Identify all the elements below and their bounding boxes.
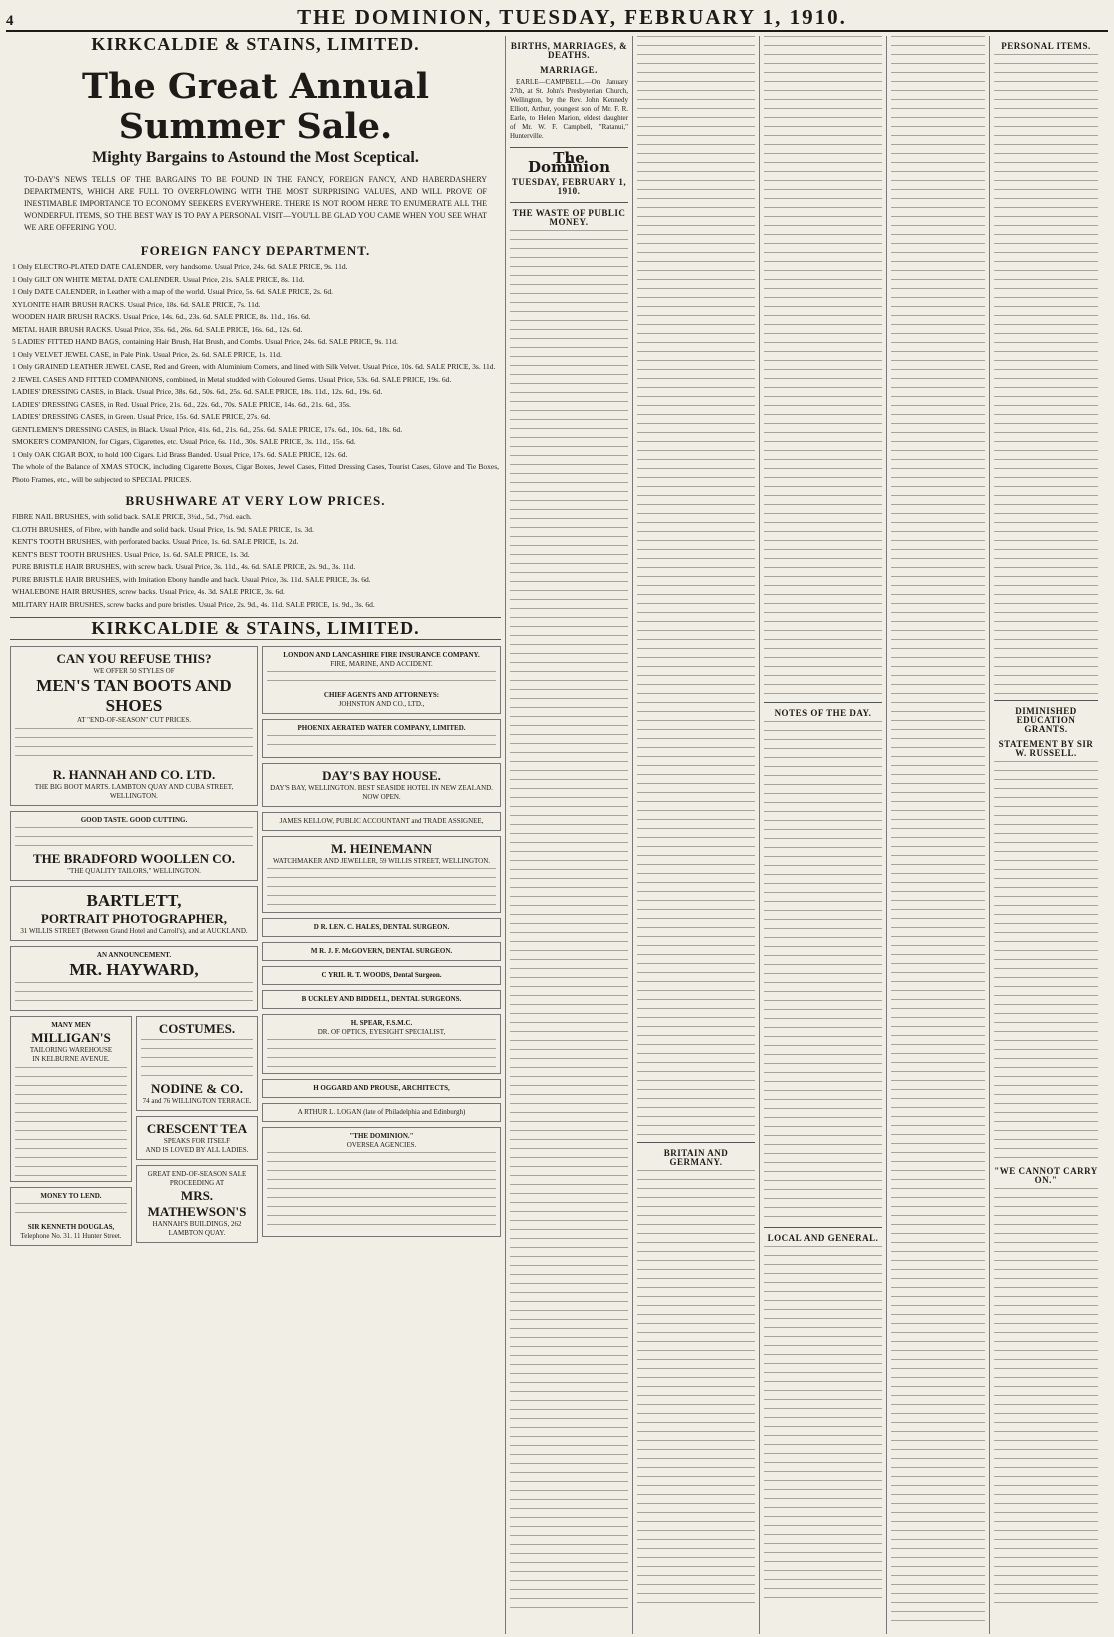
kellow-advert xyxy=(262,812,501,831)
heinemann-firm: M. HEINEMANN xyxy=(330,841,433,856)
costumes-copy xyxy=(141,1039,253,1079)
milligan-headline: MANY MEN xyxy=(51,1021,91,1029)
heinemann-advert xyxy=(262,836,501,913)
costumes-address: 74 and 76 WILLINGTON TERRACE. xyxy=(142,1097,252,1105)
page-columns xyxy=(6,36,1108,1634)
divider xyxy=(10,639,501,640)
costumes-advert xyxy=(136,1016,258,1111)
bradford-copy xyxy=(15,827,253,849)
tea-advert xyxy=(136,1116,258,1160)
hannah-headline: CAN YOU REFUSE THIS? xyxy=(56,651,212,666)
list-item: 1 Only GRAINED LEATHER JEWEL CASE, Red and Green, with Aluminium Corners, and lined with Silk Velvet. Usual Price, 10s. 6d. SALE PRICE, 3s. 11d. xyxy=(12,362,496,371)
spear-firm: H. SPEAR, F.S.M.C. xyxy=(350,1019,413,1027)
column-britain-germany xyxy=(633,36,760,1634)
dominion-box-title: "THE DOMINION." xyxy=(349,1132,414,1140)
hoggard-text: H OGGARD AND PROUSE, ARCHITECTS, xyxy=(313,1084,450,1092)
editorial-body xyxy=(510,230,628,1610)
small-ads-left xyxy=(10,646,258,1251)
list-item: 1 Only DATE CALENDER, in Leather with a map of the world. Usual Price, 5s. 6d. SALE PRICE, 2s. 6d. xyxy=(12,287,334,296)
local-general-body xyxy=(764,1246,882,1606)
list-item: PURE BRISTLE HAIR BRUSHES, with screw back. Usual Price, 3s. 11d., 4s. 6d. SALE PRICE, 2s. 9d., 3s. 11d. xyxy=(12,562,356,571)
logan-advert xyxy=(262,1103,501,1122)
masthead xyxy=(6,4,1108,32)
mathewson-headline: GREAT END-OF-SEASON SALE PROCEEDING AT xyxy=(147,1170,247,1187)
tea-sub: SPEAKS FOR ITSELF xyxy=(163,1137,231,1145)
column-local xyxy=(887,36,990,1634)
list-item: The whole of the Balance of XMAS STOCK, including Cigarette Boxes, Cigar Boxes, Jewel Cases, Fitted Dressing Cases, Tourist Cases, Glove and Tie Boxes, Photo Frames, etc., will be subjected to SPECIAL PRICES. xyxy=(12,462,499,484)
insurance-copy xyxy=(267,671,496,689)
list-item: SMOKER'S COMPANION, for Cigars, Cigarettes, etc. Usual Price, 6s. 11d., 30s. SALE PRICE, 3s. 11d., 15s. 6d. xyxy=(12,437,356,446)
woods-text: C YRIL R. T. WOODS, Dental Surgeon. xyxy=(321,971,442,979)
mcgovern-text: M R. J. F. McGOVERN, DENTAL SURGEON. xyxy=(310,947,453,955)
list-item: 1 Only VELVET JEWEL CASE, in Pale Pink. Usual Price, 2s. 6d. SALE PRICE, 1s. 11d. xyxy=(12,349,282,359)
list-item: FIBRE NAIL BRUSHES, with solid back. SALE PRICE, 3½d., 5d., 7½d. each. xyxy=(12,512,252,521)
mathewson-firm: MRS. MATHEWSON'S xyxy=(147,1188,247,1219)
list-item: 1 Only GILT ON WHITE METAL DATE CALENDER. Usual Price, 21s. SALE PRICE, 8s. 11d. xyxy=(12,274,305,284)
local-general-continued xyxy=(891,36,985,1626)
insurance-advert xyxy=(262,646,501,714)
bradford-firm: THE BRADFORD WOOLLEN CO. xyxy=(32,851,235,866)
marriage-notice: EARLE—CAMPBELL.—On January 27th, at St. John's Presbyterian Church, Wellington, by the Rev. John Kennedy Elliott, Arthur, youngest son of Mr. F. R. Earle, to Helen Marion, eldest daughter of Mr. W. F. Campbell, "Ratanui," Hunterville. xyxy=(510,78,628,140)
divider xyxy=(637,1142,755,1143)
department-heading-fancy: FOREIGN FANCY DEPARTMENT. xyxy=(140,243,371,258)
advertisement-block xyxy=(6,36,506,1634)
soda-firm: PHOENIX AERATED WATER COMPANY, LIMITED. xyxy=(297,724,466,732)
personal-items-heading: PERSONAL ITEMS. xyxy=(1001,41,1091,51)
milligan-firm: MILLIGAN'S xyxy=(31,1030,111,1045)
list-item: LADIES' DRESSING CASES, in Red. Usual Price, 21s. 6d., 22s. 6d., 70s. SALE PRICE, 14s. 6d., 21s. 6d., 35s. xyxy=(12,399,351,409)
firm-name-top: KIRKCALDIE & STAINS, LIMITED. xyxy=(91,36,420,54)
hannah-address: THE BIG BOOT MARTS. LAMBTON QUAY AND CUBA STREET, WELLINGTON. xyxy=(34,783,234,800)
list-item: 1 Only OAK CIGAR BOX, to hold 100 Cigars. Lid Brass Banded. Usual Price, 17s. 6d. SALE PRICE, 12s. 6d. xyxy=(12,449,348,459)
notes-body xyxy=(764,721,882,1221)
days-bay-headline: DAY'S BAY HOUSE. xyxy=(322,768,441,783)
milligan-address: IN KELBURNE AVENUE. xyxy=(32,1055,110,1063)
mathewson-advert xyxy=(136,1165,258,1243)
article-continued xyxy=(637,36,755,1136)
firm-name-bottom: KIRKCALDIE & STAINS, LIMITED. xyxy=(91,618,420,638)
milligan-sub: TAILORING WAREHOUSE xyxy=(29,1046,113,1054)
money-firm: SIR KENNETH DOUGLAS, xyxy=(27,1223,115,1231)
lower-left-ads-b xyxy=(136,1016,258,1251)
spear-advert xyxy=(262,1014,501,1074)
hannah-product: MEN'S TAN BOOTS AND SHOES xyxy=(36,676,232,715)
column-editorial xyxy=(506,36,633,1634)
bartlett-sub: PORTRAIT PHOTOGRAPHER, xyxy=(40,911,228,926)
list-item: MILITARY HAIR BRUSHES, screw backs and pure bristles. Usual Price, 2s. 9d., 4s. 11d. SALE PRICE, 1s. 9d., 3s. 6d. xyxy=(12,599,375,609)
column-personal xyxy=(990,36,1102,1634)
money-advert xyxy=(10,1187,132,1246)
days-bay-advert xyxy=(262,763,501,807)
insurance-firm: LONDON AND LANCASHIRE FIRE INSURANCE COMPANY. xyxy=(283,651,480,659)
hayward-firm: MR. HAYWARD, xyxy=(69,960,199,979)
tea-headline: CRESCENT TEA xyxy=(146,1121,248,1136)
list-item: METAL HAIR BRUSH RACKS. Usual Price, 35s. 6d., 26s. 6d. SALE PRICE, 16s. 6d., 12s. 6d. xyxy=(12,324,303,334)
bartlett-advert xyxy=(10,886,258,941)
education-grants-heading: DIMINISHED EDUCATION GRANTS. xyxy=(1015,706,1077,734)
divider xyxy=(510,202,628,203)
list-item: CLOTH BRUSHES, of Fibre, with handle and solid back. Usual Price, 1s. 9d. SALE PRICE, 1s. 3d. xyxy=(12,524,314,534)
local-general-heading: LOCAL AND GENERAL. xyxy=(767,1233,879,1243)
milligan-copy xyxy=(15,1067,127,1177)
small-ads-grid xyxy=(10,646,501,1251)
insurance-attorneys-firm: JOHNSTON AND CO., LTD., xyxy=(338,700,425,708)
money-address: Telephone No. 31. 11 Hunter Street. xyxy=(20,1232,122,1240)
soda-copy xyxy=(267,735,496,753)
list-item: PURE BRISTLE HAIR BRUSHES, with Imitation Ebony handle and back. Usual Price, 3s. 11d. SALE PRICE, 3s. 6d. xyxy=(12,574,371,584)
list-item: KENT'S BEST TOOTH BRUSHES. Usual Price, 1s. 6d. SALE PRICE, 1s. 3d. xyxy=(12,549,250,559)
cannot-carry-on-heading: "WE CANNOT CARRY ON." xyxy=(994,1166,1098,1185)
bradford-advert xyxy=(10,811,258,881)
hannah-offer: WE OFFER 50 STYLES OF xyxy=(93,667,175,675)
divider xyxy=(994,700,1098,701)
costumes-firm: NODINE & CO. xyxy=(150,1081,244,1096)
kellow-text: JAMES KELLOW, PUBLIC ACCOUNTANT and TRADE ASSIGNEE, xyxy=(279,817,484,825)
lower-left-ads-a xyxy=(10,1016,132,1251)
hannah-sub: AT "END-OF-SEASON" CUT PRICES. xyxy=(77,716,191,724)
spear-copy xyxy=(267,1039,496,1069)
buckley-advert xyxy=(262,990,501,1009)
woods-advert xyxy=(262,966,501,985)
bartlett-address: 31 WILLIS STREET (Between Grand Hotel and Carroll's), and at AUCKLAND. xyxy=(20,927,248,935)
costumes-headline: COSTUMES. xyxy=(158,1021,236,1036)
bartlett-firm: BARTLETT, xyxy=(86,891,182,910)
sale-subhead: Mighty Bargains to Astound the Most Sceptical. xyxy=(92,149,419,166)
editorial-heading: THE WASTE OF PUBLIC MONEY. xyxy=(512,208,626,227)
hannah-price-list xyxy=(15,728,253,764)
page-number: 4 xyxy=(6,13,14,29)
spear-sub: DR. OF OPTICS, EYESIGHT SPECIALIST, xyxy=(317,1028,446,1036)
bradford-sub: "THE QUALITY TAILORS," WELLINGTON. xyxy=(67,867,201,875)
list-item: XYLONITE HAIR BRUSH RACKS. Usual Price, 18s. 6d. SALE PRICE, 7s. 11d. xyxy=(12,299,261,309)
hannah-firm: R. HANNAH AND CO. LTD. xyxy=(52,767,216,782)
hoggard-advert xyxy=(262,1079,501,1098)
divider xyxy=(510,147,628,148)
marriage-heading: MARRIAGE. xyxy=(540,65,598,75)
personal-items-body xyxy=(994,54,1098,694)
editorial-dateline: TUESDAY, FEBRUARY 1, 1910. xyxy=(511,177,627,196)
hales-text: D R. LEN. C. HALES, DENTAL SURGEON. xyxy=(313,923,450,931)
small-ads-right xyxy=(262,646,501,1251)
buckley-text: B UCKLEY AND BIDDELL, DENTAL SURGEONS. xyxy=(301,995,462,1003)
education-grants-subhead: STATEMENT BY SIR W. RUSSELL. xyxy=(998,739,1094,758)
list-item: 1 Only ELECTRO-PLATED DATE CALENDER, very handsome. Usual Price, 24s. 6d. SALE PRICE, 9s. 11d. xyxy=(12,262,348,271)
heinemann-sub: WATCHMAKER AND JEWELLER, 59 WILLIS STREET, WELLINGTON. xyxy=(272,857,491,865)
article-continued xyxy=(764,36,882,696)
bmd-heading: BIRTHS, MARRIAGES, & DEATHS. xyxy=(510,41,628,60)
hayward-copy xyxy=(15,982,253,1004)
list-item: LADIES' DRESSING CASES, in Black. Usual Price, 38s. 6d., 50s. 6d., 25s. 6d. SALE PRICE, 18s. 11d., 12s. 6d., 19s. 6d. xyxy=(12,387,383,396)
divider xyxy=(764,1227,882,1228)
money-headline: MONEY TO LEND. xyxy=(40,1192,102,1200)
nameplate: The Dominion xyxy=(527,149,611,176)
hayward-advert xyxy=(10,946,258,1011)
britain-germany-heading: BRITAIN AND GERMANY. xyxy=(663,1148,729,1167)
days-bay-sub: DAY'S BAY, WELLINGTON. BEST SEASIDE HOTEL IN NEW ZEALAND. NOW OPEN. xyxy=(270,784,493,801)
hannah-advert xyxy=(10,646,258,806)
tea-sub2: AND IS LOVED BY ALL LADIES. xyxy=(145,1146,249,1154)
dominion-agencies-advert xyxy=(262,1127,501,1237)
insurance-sub: FIRE, MARINE, AND ACCIDENT. xyxy=(330,660,433,668)
education-grants-body xyxy=(994,761,1098,1161)
list-item: 5 LADIES' FITTED HAND BAGS, containing Hair Brush, Hat Brush, and Combs. Usual Price, 24s. 6d. SALE PRICE, 9s. 11d. xyxy=(12,337,398,346)
britain-germany-body xyxy=(637,1170,755,1610)
list-item: 2 JEWEL CASES AND FITTED COMPANIONS, combined, in Metal studded with Coloured Gems. Usual Price, 53s. 6d. SALE PRICE, 19s. 6d. xyxy=(12,374,452,384)
money-copy xyxy=(15,1203,127,1221)
department-list-brushware xyxy=(10,511,501,611)
heinemann-copy xyxy=(267,868,496,908)
list-item: KENT'S TOOTH BRUSHES, with perforated backs. Usual Price, 1s. 6d. SALE PRICE, 1s. 2d. xyxy=(12,537,299,546)
sale-headline: The Great Annual Summer Sale. xyxy=(81,66,430,147)
list-item: LADIES' DRESSING CASES, in Green. Usual Price, 15s. 6d. SALE PRICE, 27s. 6d. xyxy=(12,412,271,421)
department-heading-brushware: BRUSHWARE AT VERY LOW PRICES. xyxy=(125,493,386,508)
cannot-carry-on-body xyxy=(994,1188,1098,1608)
logan-text: A RTHUR L. LOGAN (late of Philadelphia and Edinburgh) xyxy=(297,1108,466,1116)
notes-heading: NOTES OF THE DAY. xyxy=(774,708,872,718)
hales-advert xyxy=(262,918,501,937)
masthead-title: THE DOMINION, TUESDAY, FEBRUARY 1, 1910. xyxy=(297,5,847,29)
mcgovern-advert xyxy=(262,942,501,961)
mathewson-address: HANNAH'S BUILDINGS, 262 LAMBTON QUAY. xyxy=(152,1220,242,1237)
list-item: GENTLEMEN'S DRESSING CASES, in Black. Usual Price, 41s. 6d., 21s. 6d., 25s. 6d. SALE PRICE, 17s. 6d., 10s. 6d., 18s. 6d. xyxy=(12,424,403,434)
list-item: WHALEBONE HAIR BRUSHES, screw backs. Usual Price, 4s. 3d. SALE PRICE, 3s. 6d. xyxy=(12,587,285,596)
agencies-copy xyxy=(267,1152,496,1232)
lower-left-ads xyxy=(10,1016,258,1251)
insurance-attorneys: CHIEF AGENTS AND ATTORNEYS: xyxy=(323,691,440,699)
department-list-fancy xyxy=(10,261,501,486)
column-notes xyxy=(760,36,887,1634)
bradford-headline: GOOD TASTE. GOOD CUTTING. xyxy=(80,816,188,824)
soda-advert xyxy=(262,719,501,758)
list-item: WOODEN HAIR BRUSH RACKS. Usual Price, 14s. 6d., 23s. 6d. SALE PRICE, 8s. 11d., 16s. 6d. xyxy=(12,312,311,321)
milligan-advert xyxy=(10,1016,132,1182)
sale-intro: TO-DAY'S NEWS TELLS OF THE BARGAINS TO BE FOUND IN THE FANCY, FOREIGN FANCY, AND HABERDASHERY DEPARTMENTS, WHICH ARE FULL TO OVERFLOWING WITH THE MOST SURPRISING VALUES, AND WILL PROVE OF INESTIMABLE IMPORTANCE TO ECONOMY SEEKERS EVERYWHERE. THERE IS NOT ROOM HERE TO ENUMERATE ALL THE WONDERFUL ITEMS, SO THE BEST WAY IS TO PAY A PERSONAL VISIT—YOU'LL BE GLAD YOU CAME WHEN YOU SEE WHAT WE ARE OFFERING YOU. xyxy=(24,175,487,232)
divider xyxy=(764,702,882,703)
hayward-headline: AN ANNOUNCEMENT. xyxy=(96,951,172,959)
oversea-agencies: OVERSEA AGENCIES. xyxy=(346,1141,417,1149)
